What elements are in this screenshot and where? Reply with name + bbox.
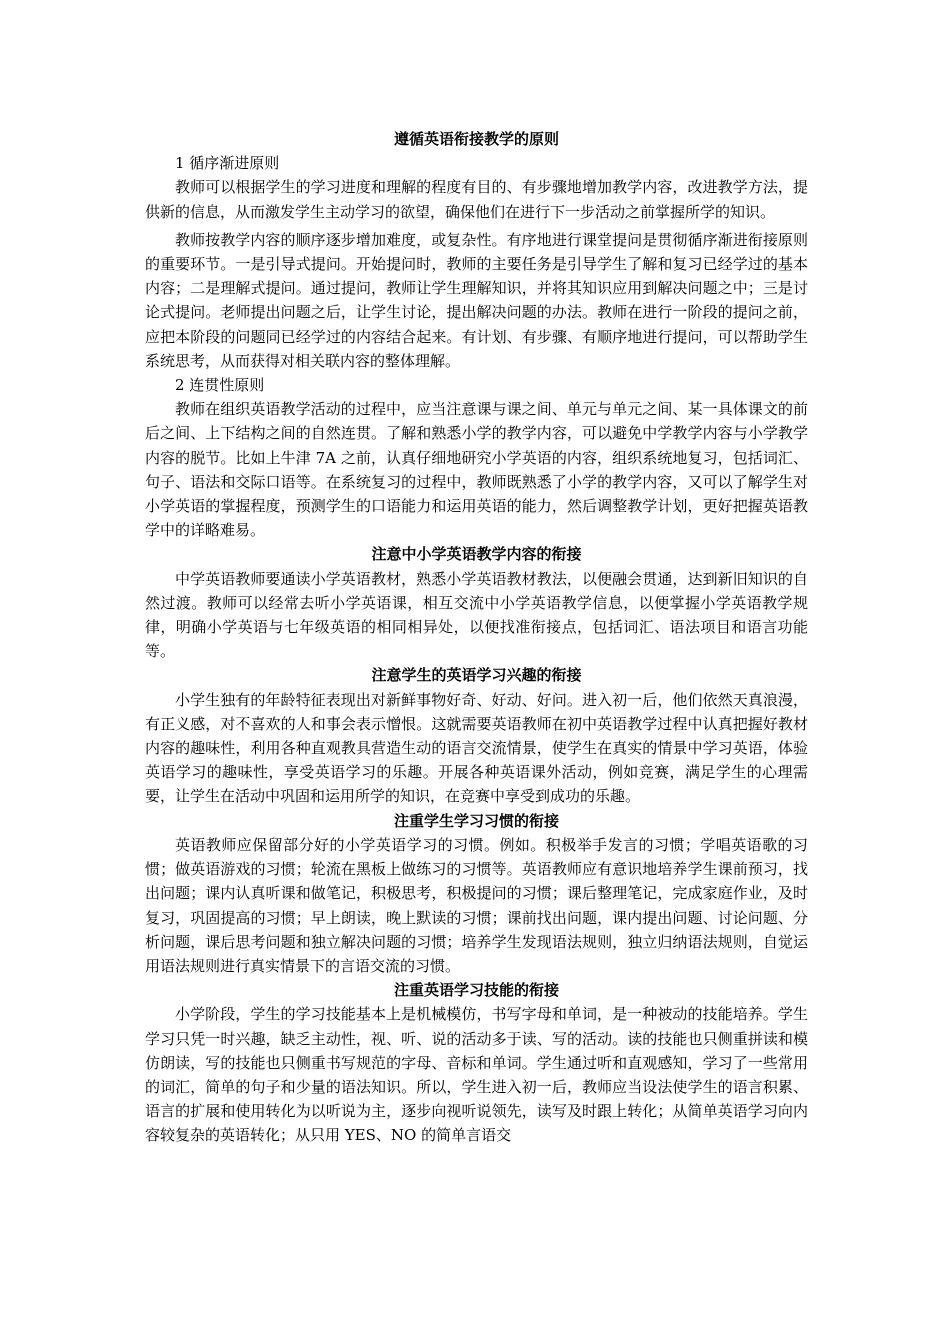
section-heading-habits: 注重学生学习习惯的衔接 bbox=[393, 811, 559, 830]
section-heading-content: 注意中小学英语教学内容的衔接 bbox=[371, 545, 582, 564]
paragraph: 小学生独有的年龄特征表现出对新鲜事物好奇、好动、好问。进入初一后，他们依然天真浪漫，有正义感，对不喜欢的人和事会表示憎恨。这就需要英语教师在初中英语教学过程中认真把握好教材内容的趣味性，利用各种直观教具营造生动的语言交流情景，使学生在真实的情景中学习英语，体验英语学习的趣味性，享受英语学习的乐趣。开展各种英语课外活动，例如竞赛，满足学生的心理需要，让学生在活动中巩固和运用所学的知识，在竞赛中享受到成功的乐趣。 bbox=[145, 690, 808, 806]
document-page bbox=[145, 127, 808, 1148]
paragraph: 小学阶段，学生的学习技能基本上是机械模仿，书写字母和单词，是一种被动的技能培养。学生学习只凭一时兴趣，缺乏主动性，视、听、说的活动多于读、写的活动。读的技能也只侧重拼读和模仿朗读，写的技能也只侧重书写规范的字母、音标和单词。学生通过听和直观感知，学习了一些常用的词汇，简单的句子和少量的语法知识。所以，学生进入初一后，教师应当设法使学生的语言积累、语言的扩展和使用转化为以听说为主，逐步向视听说领先，读写及时跟上转化；从简单英语学习向内容较复杂的英语转化；从只用 YES、NO 的简单言语交 bbox=[145, 1005, 808, 1145]
document-title: 遵循英语衔接教学的原则 bbox=[393, 130, 559, 148]
paragraph: 英语教师应保留部分好的小学英语学习的习惯。例如。积极举手发言的习惯；学唱英语歌的习惯；做英语游戏的习惯；轮流在黑板上做练习的习惯等。英语教师应有意识地培养学生课前预习，找出问题；课内认真听课和做笔记，积极思考，积极提问的习惯；课后整理笔记，完成家庭作业，及时复习，巩固提高的习惯；早上朗读，晚上默读的习惯；课前找出问题，课内提出问题、讨论问题、分析问题，课后思考问题和独立解决问题的习惯；培养学生发现语法规则，独立归纳语法规则，自觉运用语法规则进行真实情景下的言语交流的习惯。 bbox=[145, 835, 808, 975]
subheading-coherence: 2 连贯性原则 bbox=[175, 376, 265, 395]
section-heading-skills: 注重英语学习技能的衔接 bbox=[393, 981, 559, 1000]
paragraph: 中学英语教师要通读小学英语教材，熟悉小学英语教材教法，以便融会贯通，达到新旧知识的自然过渡。教师可以经常去听小学英语课，相互交流中小学英语教学信息，以便掌握小学英语教学规律，明确小学英语与七年级英语的相同相异处，以便找准衔接点，包括词汇、语法项目和语言功能等。 bbox=[145, 569, 808, 661]
paragraph: 教师按教学内容的顺序逐步增加难度，或复杂性。有序地进行课堂提问是贯彻循序渐进衔接原则的重要环节。一是引导式提问。开始提问时，教师的主要任务是引导学生了解和复习已经学过的基本内容；二是理解式提问。通过提问，教师让学生理解知识，并将其知识应用到解决问题之中；三是讨论式提问。老师提出问题之后，让学生讨论，提出解决问题的办法。教师在进行一阶段的提问之前，应把本阶段的问题同已经学过的内容结合起来。有计划、有步骤、有顺序地进行提问，可以帮助学生系统思考，从而获得对相关联内容的整体理解。 bbox=[145, 230, 808, 370]
subheading-gradual: 1 循序渐进原则 bbox=[175, 154, 280, 173]
paragraph: 教师在组织英语教学活动的过程中，应当注意课与课之间、单元与单元之间、某一具体课文的前后之间、上下结构之间的自然连贯。了解和熟悉小学的教学内容，可以避免中学教学内容与小学教学内容的脱节。比如上牛津 7A 之前，认真仔细地研究小学英语的内容，组织系统地复习，包括词汇、句子、语法和交际口语等。在系统复习的过程中，教师既熟悉了小学的教学内容，又可以了解学生对小学英语的掌握程度，预测学生的口语能力和运用英语的能力，然后调整教学计划，更好把握英语教学中的详略难易。 bbox=[145, 400, 808, 540]
paragraph: 教师可以根据学生的学习进度和理解的程度有目的、有步骤地增加教学内容，改进教学方法，提供新的信息，从而激发学生主动学习的欲望，确保他们在进行下一步活动之前掌握所学的知识。 bbox=[145, 178, 808, 221]
section-heading-interest: 注意学生的英语学习兴趣的衔接 bbox=[371, 666, 582, 685]
